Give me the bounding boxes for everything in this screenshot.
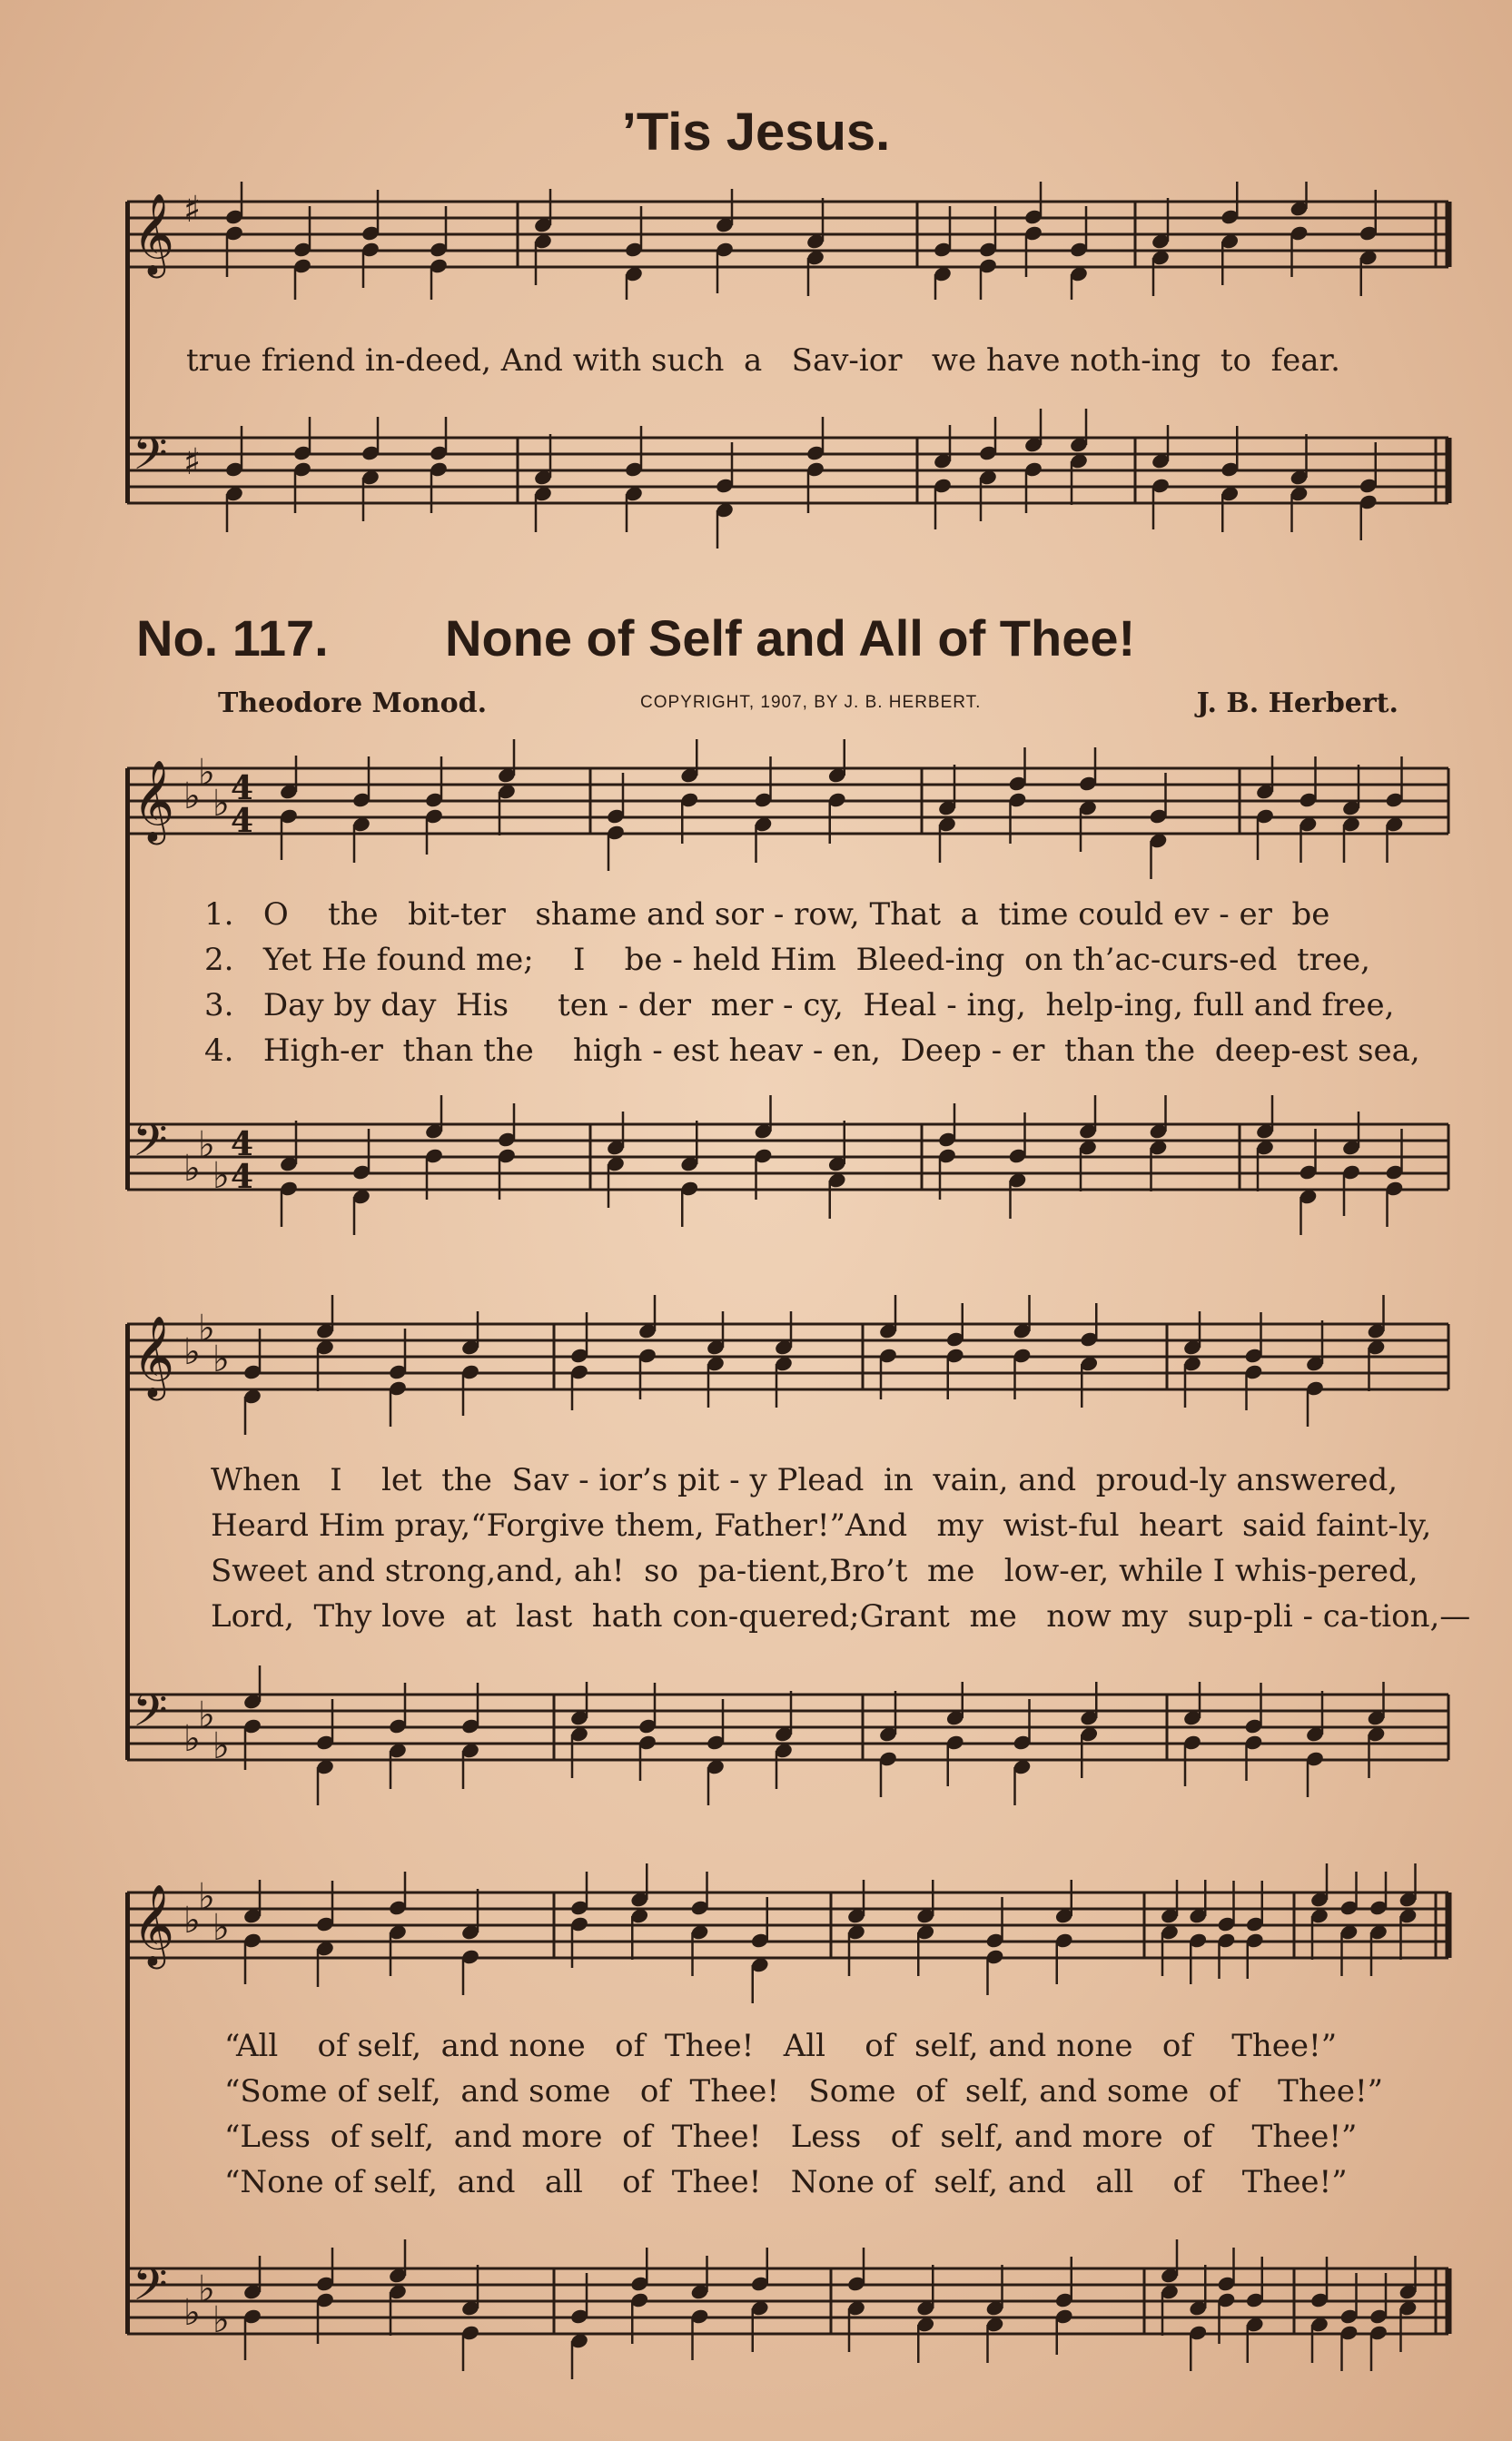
system-brace-line xyxy=(125,1324,130,1760)
svg-text:♭: ♭ xyxy=(212,1339,230,1380)
system3-treble-staff xyxy=(0,1843,1512,2025)
system2-verse-3: Sweet and strong,and, ah! so pa-tient,Bro’t me low-er, while I whis-pered, xyxy=(211,1553,1418,1589)
svg-text:♭: ♭ xyxy=(183,1718,201,1760)
system2-verse-2: Heard Him pray,“Forgive them, Father!”And my wist-ful heart said faint-ly, xyxy=(211,1507,1432,1544)
svg-text:♭: ♭ xyxy=(212,1155,230,1197)
svg-text:♯: ♯ xyxy=(183,189,202,231)
system2-treble-staff xyxy=(0,1280,1512,1453)
copyright-notice: COPYRIGHT, 1907, BY J. B. HERBERT. xyxy=(640,693,982,712)
svg-text:♭: ♭ xyxy=(198,2268,215,2310)
system-brace-line xyxy=(125,202,130,503)
svg-text:𝄢: 𝄢 xyxy=(133,1685,168,1748)
svg-text:♭: ♭ xyxy=(183,776,201,817)
svg-text:♭: ♭ xyxy=(198,1876,215,1918)
hymn-number: No. 117. xyxy=(136,609,329,667)
system3-bass-staff xyxy=(0,2216,1512,2406)
system3-verse-2: “Some of self, and some of Thee! Some of self, and some of Thee!” xyxy=(224,2073,1384,2110)
system1-verse-3: 3. Day by day His ten - der mer - cy, Heal - ing, help-ing, full and free, xyxy=(204,987,1395,1023)
svg-text:♭: ♭ xyxy=(198,752,215,794)
author: Theodore Monod. xyxy=(218,687,488,719)
svg-text:♭: ♭ xyxy=(183,1148,201,1190)
previous-hymn-title: ’Tis Jesus. xyxy=(621,103,891,162)
svg-text:♭: ♭ xyxy=(212,1725,230,1767)
svg-text:𝄞: 𝄞 xyxy=(133,760,175,842)
system2-verse-4: Lord, Thy love at last hath con-quered;Grant me now my sup-pli - ca-tion,— xyxy=(211,1598,1471,1635)
svg-text:♭: ♭ xyxy=(183,1331,201,1373)
svg-text:♭: ♭ xyxy=(198,1695,215,1736)
system3-verse-4: “None of self, and all of Thee! None of self, and all of Thee!” xyxy=(224,2164,1348,2200)
svg-text:𝄢: 𝄢 xyxy=(133,1114,168,1178)
svg-text:♭: ♭ xyxy=(198,1308,215,1349)
svg-text:𝄞: 𝄞 xyxy=(133,1316,175,1398)
svg-text:𝄢: 𝄢 xyxy=(133,2258,168,2322)
svg-text:4: 4 xyxy=(231,769,254,807)
system2-bass-staff xyxy=(0,1635,1512,1816)
hymn-title: None of Self and All of Thee! xyxy=(445,609,1136,667)
system-brace-line xyxy=(125,768,130,1190)
system1-treble-staff xyxy=(0,736,1512,881)
system3-verse-3: “Less of self, and more of Thee! Less of self, and more of Thee!” xyxy=(224,2119,1358,2155)
svg-text:4: 4 xyxy=(231,1158,254,1196)
system1-bass-staff xyxy=(0,1062,1512,1253)
svg-text:♭: ♭ xyxy=(212,1907,230,1949)
svg-text:𝄢: 𝄢 xyxy=(133,428,168,491)
svg-text:♯: ♯ xyxy=(183,441,202,483)
svg-text:4: 4 xyxy=(231,1125,254,1163)
system1-verse-2: 2. Yet He found me; I be - held Him Bleed-ing on th’ac-curs-ed tree, xyxy=(204,942,1370,978)
svg-text:𝄞: 𝄞 xyxy=(133,193,175,275)
svg-text:4: 4 xyxy=(231,802,254,840)
svg-text:♭: ♭ xyxy=(183,2292,201,2334)
composer: J. B. Herbert. xyxy=(1196,687,1398,719)
system2-verse-1: When I let the Sav - ior’s pit - y Plead in vain, and proud-ly answered, xyxy=(211,1462,1398,1498)
svg-text:♭: ♭ xyxy=(212,2299,230,2341)
svg-text:♭: ♭ xyxy=(183,1900,201,1942)
previous-hymn-lyric: true friend in-deed, And with such a Sav-ior we have noth-ing to fear. xyxy=(186,342,1340,379)
previous-hymn-treble-staff xyxy=(0,182,1512,300)
previous-hymn-bass-staff xyxy=(0,390,1512,563)
system-brace-line xyxy=(125,1893,130,2334)
svg-text:♭: ♭ xyxy=(198,1124,215,1166)
system1-verse-1: 1. O the bit-ter shame and sor - row, That a time could ev - er be xyxy=(204,896,1330,933)
system1-verse-4: 4. High-er than the high - est heav - en, Deep - er than the deep-est sea, xyxy=(204,1033,1420,1069)
svg-text:♭: ♭ xyxy=(212,783,230,825)
svg-text:𝄞: 𝄞 xyxy=(133,1884,175,1966)
system3-verse-1: “All of self, and none of Thee! All of self, and none of Thee!” xyxy=(224,2028,1338,2064)
